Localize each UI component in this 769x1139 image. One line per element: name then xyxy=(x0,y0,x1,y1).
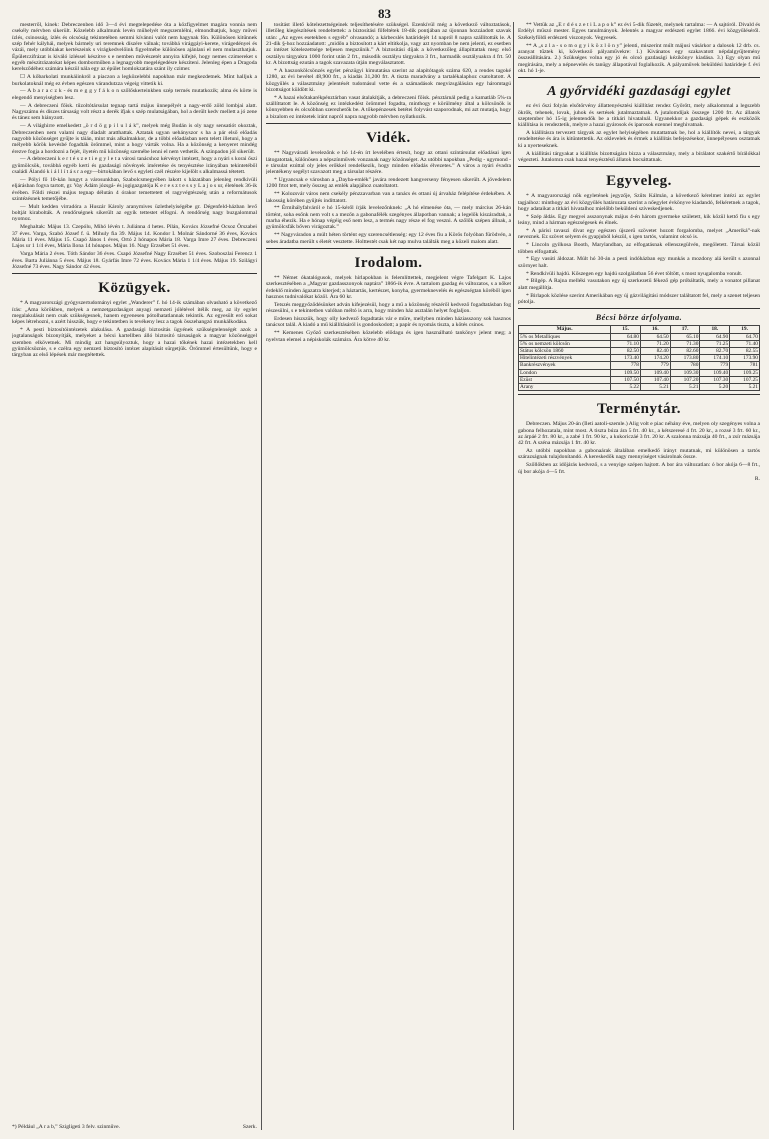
table-cell: 779 xyxy=(700,362,730,369)
article-paragraph: — Pólyi fő 10-kán lungyt a városunkban, Szabolcsmegyében lakott s házatában jelenleg rendkívüli eljárásban fogva tartott, gr. Vay Ádám józsgá- és jogigazgatója K e r e s z t e s s y L a j o s ur, életének 36-ik évében. Földi részei május tegnap délután 4 órakor temettetett el ragyvégtészség után a reformátusok szintézésnek temetőjébe. xyxy=(12,176,257,202)
table-cell: 109.40 xyxy=(640,369,670,376)
column-rule-right xyxy=(513,22,514,1130)
article-paragraph: Tetszés meggyőződésünket adván kifejezésül, hogy a mű a közönség részéről kedvező fogadtatásban fog részesülni, s e tekintetben valóban méltó is arra, hogy minden ház asztalán helyet foglaljon. xyxy=(266,301,511,315)
table-cell: 107.50 xyxy=(611,376,641,383)
footnote xyxy=(12,1124,257,1130)
page-number: 83 xyxy=(378,6,391,21)
article-paragraph: mesterről, kinek: Debreczenben idő 3—4 évi megtelepedése óta a közfigyelmet magára vonnia nem csekély mérvben sikerült. Közelebb alkalmunk levén műhelyét megszemlélni, elmondhatjuk, hogy művei ízlés, csinosság, ízlés és olcsóság tekintetében semmi kívánni valót nem hagynak fön. Különösen kitűnnek szép fehér kályhái, melyek bármely uri teremnek díszére válnak; továbbá virággáyi-kerete, virágedényei és vázái, mely utóbbiakat kertészeink s virágkedvelőink figyelmébe különösen ajánlani el nem mulaszthatjuk. Épületczifrázat is kiváló izléssel készítve s e nemben művészetét annyira kifejté, hogy nemes czimereket s egyéb mészitrázatokat képes domborműben a legnagyobb megelégedésre készíteni. Jelenleg épen a Dragoda kerelsződéhez számára készül nála egy az épület homlokzatára szánt ily czimer. xyxy=(12,22,257,73)
table-cell: 107.40 xyxy=(640,376,670,383)
article-paragraph: Debreczen. Május 20-án (Ileti aatoli-szemle.) Alig volt e piac néhány éve, melyen oly szegényes volna a gabona felhozatala, mint most. A tiszta búza ára 5 frt. 40 kr., a kétszeresé 4 frt. 20 kr., a rozsé 3 frt. 60 kr., az árpáé 2 frt. 80 kr., a zabé 1 frt. 90 kr., a kukoriczáé 3 frt. 20 kr. A szalonna mázsája 40 frt., a zsír mázsája 42 frt. A széna mázsája 1 frt. 40 kr. xyxy=(518,421,760,447)
table-cell: 5.21 xyxy=(670,383,700,390)
table-cell: 173.40 xyxy=(611,355,641,362)
section-divider xyxy=(518,394,760,395)
table-cell: 82.50 xyxy=(611,347,641,354)
section-divider xyxy=(266,248,511,249)
table-cell: 82.70 xyxy=(700,347,730,354)
table-row xyxy=(519,355,760,362)
article-paragraph: Az utóbbi napokban a gabonaárak általában emelkedő irányt mutatnak, mi különösen a tartós szárazságnak tulajdonítandó. A kereskedők nagy mennyiséget vásárolnak össze. xyxy=(518,448,760,461)
table-cell: 109.30 xyxy=(670,369,700,376)
table-cell: 5.20 xyxy=(700,383,730,390)
article-paragraph: ** Kolozsvár város nem csekély pénzzavarban van a tanács és ottani új árvaház felépítése érdekében. A lakosság körében gyűjtés indíttatott. xyxy=(266,191,511,204)
exchange-table-title: Bécsi börze árfolyama. xyxy=(595,313,683,323)
article-paragraph: * Bilgép. A Rajna melléki vasutakon egy új szerkezetű fékező gép próbáltatik, mely a vonatot pillanat alatt megállítja. xyxy=(518,278,760,291)
table-cell: 71.30 xyxy=(670,340,700,347)
exchange-rate-rows xyxy=(519,333,760,391)
table-cell: 109.40 xyxy=(700,369,730,376)
table-row-label: 5% os Metalliques xyxy=(519,333,611,340)
table-cell: 71.25 xyxy=(700,340,730,347)
article-paragraph: A kiállításra tervezett tárgyak az egylet helyiségében mutattatnak be, hol a kiállítók nevei, a tárgyak rendeltetése és ára is kitüntettetik. Az oklevelek és érmek a kiállítás befejezésekor, ünnepélyesen osztatnak ki a nyerteseknek. xyxy=(518,130,760,149)
table-cell: 82.55 xyxy=(730,347,760,354)
section-heading-irodalom: Irodalom. xyxy=(354,254,423,271)
table-cell: 71.40 xyxy=(730,340,760,347)
table-cell: 109.25 xyxy=(730,369,760,376)
article-paragraph: — A debreczeni főisk. tűzoltótársulat tegnap tartá május ünnepélyét a nagy-erdő zöld lombjai alatt. Nagyszámu és díszes társaság volt részt a derék ifjak s szép mulatságában, hol a derült kedv mellett a jó zene és tánez sem hiányzott. xyxy=(12,102,257,122)
article-paragraph: — A debreczeni k e r t é s z e t i e g y l e t a városi tanácshoz kérvényt intézett, hogy a nyári s korai őszi gyümölcsök, továbbá egyéb kerti és gazdasági növények iméretése és tenyésztése irányában tekintetéből családi Álandó k i á l l í t á s r a egy—birtokában levő s egyleti czél részére kijelölt s alkalmassá tétetett. xyxy=(12,156,257,176)
section-divider xyxy=(266,123,511,124)
article-paragraph: * Szép áldás. Egy megyei asszonynak május 4-én három gyermeke született, kik közül kettő fiu s egy leány, mind a hárman egészségesek és élnek. xyxy=(518,213,760,227)
table-header-cell: Május. xyxy=(519,326,611,333)
article-paragraph: A kiállítási tárgyakat a kiállítás bizottságára bizza a választmány, mely a bírálatot szakértő bírálókkal végezteti. Jutalomra csak hazai tenyésztésű állatok bocsáttatnak. xyxy=(518,150,760,163)
footnote-text: *) Például „A r a b,” Szigligeti 3 felv. szinműve. xyxy=(12,1124,121,1130)
article-paragraph: ez évi őszi folyán elsőtörvény állattenyésztési kiállítást rendez Győrött, mely alkalommal a legszebb ökrök, tehenek, lovak, juhok és sertések jutalmaztatnak. A jutalomdíjak összege 1200 frt. Az állatok szeptember hó 15-ig jelentendők be a titkári hivatalnál. Ugyanekkor a gazdasági gépek és eszközök kiállítása is rendeztetik, melyre a hazai gyárosok és iparosok ezennel meghivatnak. xyxy=(518,103,760,129)
article-paragraph: ** Német ókatalógusok, melyek hírlapokban is felemlíttettek, megjelent végre Tafelgart K. Lajos szerkesztésében a „Magyar gazdasszonyok naptára” 1866-ik évre. A tartalom gazdag és változatos, s a nőket érdeklő minden ágazatra kiterjed; a háztartás, kertészet, konyha, gyermeknevelés és egészségtan köréből igen hasznos tudnivalókat közöl. Ára 60 kr. xyxy=(266,274,511,300)
article-paragraph: — A b a r a c z k - és m e g g y f á k o n szőlőskerteinkben szép termés mutatkozik; alma és körte is elegendő menyiségben lesz. xyxy=(12,88,257,101)
table-row xyxy=(519,383,760,390)
article-paragraph: ** Kemenes Győző szerkesztésében közelebb elődagu és igen használható tankönyv jelent meg; a nyelvtan elemei a népiskolák számára. Ára kötve 40 kr. xyxy=(266,330,511,343)
article-paragraph: ** A „s z l a - s o m o g y i k ö z l ö n y” jelenti, miszerint múlt májusi vásárkor a dalosok 12 drb. cs. aranyat tűztek ki, következő pályaművekre: 1.) Kivánatos egy szakavatott népdalgyűjtemény összeállítására. 2.) Szükséges volna egy jó és olcsó gazdasági kézikönyv kiadása. 3.) Egy olyan mű megírására, mely a népnevelés és tanügy állapotával foglalkozik. A pályaművek beküldési határideje f. évi okt. hó 1-je. xyxy=(518,42,760,74)
section-heading-termenytar: Terménytár. xyxy=(597,401,681,418)
article-paragraph: * Egy vasúti áldozat. Múlt hó 30-án a pesti indóházban egy munkás a mozdony alá került s azonnal szörnyet halt. xyxy=(518,256,760,269)
article-paragraph: ** Érmihályfalváról e hó 15-kéről írják levelezőnknek: „A hó elmenése óta, — mely március 26-kán történt, soha esőnk nem volt s a mezőn a gabonafélék szegényes állapotban vannak; a legelők kiszáradtak, a marha éhezik. Ha e hónap végéig eső nem lesz, a termés nagy része el fog veszni. A szőlők szépen állnak, a gyümölcsfák bőven virágoztak.” xyxy=(266,205,511,231)
article-paragraph: ** Nagyváradi levelezőnk e hó 14-én írt levelében értesít, hogy az ottani színtársulat előadásai igen látogatottak, különösen a népszínművek vonzanak nagy közönséget. Az utóbbi napokban „Pedig - ugymond - e társulat ezúttal oly jeles erőkkel rendelkezik, hogy minden előadás élvezetes.” A város a nyári évadra jelentékeny segélyt szavazott meg a társulat részére. xyxy=(266,150,511,176)
section-heading-kozugyek: Közügyek. xyxy=(98,280,171,297)
article-paragraph: ** Nagyváradon a múlt héten történt egy szerencsétlenség: egy 12 éves fiu a Körös folyóban fürödvén, a sebes áradatba merült s életét vesztette. Holttestét csak két nap mulva találták meg a közeli malom alatt. xyxy=(266,232,511,245)
column-middle xyxy=(266,22,511,1130)
table-row-label: London xyxy=(519,369,611,376)
section-divider xyxy=(12,273,257,274)
article-paragraph: * A pesti biztosítóintézetek alakulása. A gazdasági biztosítás ügyének szükségtelenségét azok a jogtalanságok bizonyítják, melyeket a bécsi kartellben álló biztosító társaságok a magyar közönséggel szemben elkövetnek. Mi mindig azt hangsúlyoztuk, hogy a hazai tőkének hazai intézetekben kell gyümölcsöznie, s e czélra egy nemzeti biztosító intézet alapítását sürgetjük. Örömmel értesültünk, hogy e tárgyban az első lépések már megtétettek. xyxy=(12,327,257,359)
table-cell: 173.90 xyxy=(730,355,760,362)
table-row xyxy=(519,340,760,347)
article-paragraph: Szőllőkben az időjárás kedvező, s a venyige szépen hajtott. A bor ára változatlan: ó bor akója 6—8 frt., új bor akója 4—5 frt. xyxy=(518,462,760,475)
table-cell: 779 xyxy=(640,362,670,369)
table-row-label: Hitelintézeti részvények xyxy=(519,355,611,362)
table-cell: 109.50 xyxy=(611,369,641,376)
article-paragraph: ** Vettük az „E r d é s z e t i L a p o k” ez évi 5-dik füzetét, melynek tartalma: — A sajtóról. Divald és Erdélyi műszó mester. Egyes tanulmányok. Jelentés a magyar erdészeti egylet 1866. évi közgyűléséről. Székelyföldi erdészeti viszonyok. Vegyesek. xyxy=(518,22,760,41)
table-cell: 107.30 xyxy=(700,376,730,383)
table-cell: 65.10 xyxy=(670,333,700,340)
article-paragraph: * A magyarországi nők egyletének jegyzője, Szűts Kálmán, a következő kérelmet intézi az egylet tagjaihoz: minthogy az évi közgyűlés határozata szerint a nőegylet évkönyve kiadandó, felkéretnek a tagok, hogy adataikat a titkári hivatalhoz mielőbb beküldeni szíveskedjenek. xyxy=(518,193,760,213)
table-row-label: 5% os nemzeti kölcsön xyxy=(519,340,611,347)
table-cell: 778 xyxy=(611,362,641,369)
table-header-cell: 18. xyxy=(700,326,730,333)
table-cell: 107.20 xyxy=(670,376,700,383)
article-paragraph: * Ugyancsak e városban a „Dayba-emlék” javára rendezett hangverseny fényesen sikerült. A jövedelem 1200 frtot tett, mely összeg az emlék alapjához csatoltatott. xyxy=(266,177,511,190)
article-paragraph: — A világhirre emelkedett „ö r d ö g p i l u l á k”, melyek még Budán is oly nagy sensatiót okoztak, Debreczenben nem valami nagy diadalt aratthattak. Aztatak ugyan uehányszor s ha a pár első előadás nagyobb közönséget gyűjte is táián, mint más alkalmakkor, de a többi előadásban nem telett illetuni, hogy a mélyebb körök kevésbé fogadták örömmel, mint a hogy várták volna. Ha a közönség a kenyeret mindég érezve fogja a hordozni a fejét, ilyetén mű közönség szemébe lenni el nem vethetik. A szinpadon jól sikerült. xyxy=(12,123,257,155)
article-signature: R. xyxy=(754,476,760,483)
article-paragraph: * A párisi tavaszi divat egy egészen újszerű szövetet hozott forgalomba, melyet „Ameriká”-nak neveznek. Ez szövet selyem és gyapjuból készül, s igen tartós, valamint olcsó is. xyxy=(518,228,760,241)
table-cell: 64.90 xyxy=(700,333,730,340)
section-divider xyxy=(518,77,760,78)
article-paragraph: * Birlapok közlése szerint Amerikában egy új gázvilágítási módszer találtatott fel, mely a szenet teljesen pótolja. xyxy=(518,292,760,305)
article-paragraph: * Lincoln gyilkosa Booth, Marylandban, az elfogatásnak ellenszegülvén, megöletett. Társai közül többen elfogattak. xyxy=(518,242,760,255)
article-paragraph: ☐ A kőbarkolati munkáiinkról a piaczon a legközelebbi napokban már megkezdetnek. Mint halljuk a burkolatoknál még ez évben egészen várandutzza végeig vittetik ki. xyxy=(12,74,257,87)
article-paragraph: tosítást illető kötelezettségeinek teljesíthetésére szükségel. Ezenkívül még a következő változtatások, illetőleg kiegészítések rendeltettek: a biztosítási főfeltétek 18-dik pontjában az újonnan hozzáadott szavak után: „Az egyes esetekben s egyéb” olvasandó; a kárbecslés határidejét 14 napról 8 napra szállították le. A 21-dik §-hoz hozzáadatott: „midőn a biztosított a kárt eltitkolja, vagy azt nyomban be nem jelenti, ez esetben az intézet kötelezettsége teljesen megszűnik.” A biztosítási díjak a következőleg állapíttattak meg: első osztályu tárgyakra 1000 forint után 2 frt., második osztályu tárgyakra 3 frt., harmadik osztályuakra 4 frt. 50 kr. A bizottság ezután a tagok szavazata útján megválasztatott. xyxy=(266,22,511,67)
table-cell: 82.40 xyxy=(640,347,670,354)
article-paragraph: Erdesen hiszszük, hogy olly kedvező fogadtatás vár e műre, mellyben minden háziasszony sok hasznos tanácsot talál. A kiadó a mű kiállításáról is gondoskodott; a papír és nyomás tiszta, a kötés csinos. xyxy=(266,316,511,329)
table-cell: 64.70 xyxy=(730,333,760,340)
section-divider xyxy=(518,308,760,309)
table-cell: 780 xyxy=(670,362,700,369)
table-cell: 174.10 xyxy=(700,355,730,362)
table-row xyxy=(519,369,760,376)
article-paragraph: — Mult kedden virradóra a Huszár Károly aranymives üzlethelyiségébe gr. Dégenfeld-házban levő boltját kirabolták. A rendőrségnek sikerült az egyik tettestet elfogni. A rendőrség nagy buzgalommal nyomoz. xyxy=(12,203,257,223)
table-row xyxy=(519,333,760,340)
table-header-row xyxy=(519,326,760,333)
table-cell: 174.20 xyxy=(640,355,670,362)
table-cell: 5.21 xyxy=(640,383,670,390)
column-right xyxy=(518,22,760,1130)
table-row xyxy=(519,347,760,354)
article-paragraph: * Rendkívüli hajdú. Kőszegen egy hajdú szolgálatban 56 évet töltött, s most nyugalomba vonult. xyxy=(526,270,743,277)
table-cell: 82.60 xyxy=(670,347,700,354)
table-cell: 71.10 xyxy=(611,340,641,347)
table-cell: 5.22 xyxy=(611,383,641,390)
table-header-cell: 15. xyxy=(611,326,641,333)
death-notices: Meghaltak: Május 13. Czepólu, Mihó lévén t. Juliánna 4 hetes. Pilán, Kovács Józsefné Ocsoz Örszabei 37 éves. Varga, Szabó József f. ü. Mihuly fia 39. Május 14. Kondor I. Molnár Sándorné 36 éves, Kovács Mária 11 éves. Május 15. Csapó János 1 éves, Ortó 2 hónapos Mária 18. Varga Imre 27 éves. Debreczeni Lajos ur 1 1/4 éves, Mária Ilona 14 hónapos. Május 16. Nagy Erzsébet 51 éves. xyxy=(12,224,257,250)
column-left xyxy=(12,22,257,1130)
table-header-cell: 19. xyxy=(730,326,760,333)
table-cell: 64.50 xyxy=(640,333,670,340)
table-cell: 107.25 xyxy=(730,376,760,383)
column-rule-left xyxy=(261,22,262,1130)
exchange-rate-table xyxy=(518,325,760,391)
article-paragraph: * A haszonkölcsönzés egylet pénzügyi kimutatása szerint az alapítótagok száma 620, a rendes tagoké 1280, az évi bevétel 48,900 frt., a kiadás 31,200 frt. A tiszta maradvány a tartalékalaphoz csatoltatott. A közgyűlés a választmány jelentését tudomásul vette és a számadások megvizsgálására egy háromtagú bizottságot küldött ki. xyxy=(266,67,511,93)
section-heading-gazdasagi-egylet: A győrvidéki gazdasági egylet xyxy=(547,84,731,100)
section-heading-videk: Vidék. xyxy=(366,130,411,147)
table-row xyxy=(519,362,760,369)
table-header-cell: 16. xyxy=(640,326,670,333)
table-cell: 781 xyxy=(730,362,760,369)
table-cell: 173.80 xyxy=(670,355,700,362)
death-notices: Varga Mária 2 éves. Tóth Sándor 36 éves. Csapó Józsefné Nagy Erzsébet 51 éves. Szoboszlai Ferencz 1 éves. Barta Juliánna 5 éves. Május 18. Gyárfás Imre 72 éves. Kovács Mária 1 1/4 éves. Május 19. Szilágyi Józsefné 73 éves. Nagy Sándor 42 éves. xyxy=(12,251,257,270)
section-heading-egyveleg: Egyveleg. xyxy=(606,173,672,190)
section-divider xyxy=(518,166,760,167)
table-header-cell: 17. xyxy=(670,326,700,333)
table-row-label: Bankrészvények xyxy=(519,362,611,369)
table-row-label: Státus kölcsön 1860 xyxy=(519,347,611,354)
table-cell: 64.80 xyxy=(611,333,641,340)
article-paragraph: * A magyarországi gyógyszertudományi egylet „Wanderer” f. hó 14-ik számában olvasható a következő írás: „Ama körökben, melyek a nemzetgazdaságot anyagi nemzeti jólétével ítélik meg, az ily egylet megalakulását nem csak szükségesnek, hanem egyenesen pótolhatatlannak tekintik. Az egyesült erő sokat képes létrehozni, s azért hisszük, hogy e tekintetben is tevékeny lesz a tagok összehangzó munkálkodása. xyxy=(12,300,257,326)
footnote-signature: Szerk. xyxy=(242,1124,257,1130)
table-row-label: Arany xyxy=(519,383,611,390)
article-paragraph: * A hazai elsőtakarékpénztárban vasat átalakítják, a debreczeni főisk. pénztárnál pedig a kamatláb 5%-ra szállíttatott le. A közönség ez intézkedést örömmel fogadta, minthogy e körülmény által a kölcsönök is könnyebben és olcsóbban szerezhetők be. A tőkepénzesek betétei folyvást szaporodnak, mi azt mutatja, hogy a bizalom ez intézetek iránt napról napra nagyobb mérvben nyilatkozik. xyxy=(266,94,511,120)
table-cell: 71.20 xyxy=(640,340,670,347)
table-row xyxy=(519,376,760,383)
table-row-label: Ezüst xyxy=(519,376,611,383)
table-cell: 5.21 xyxy=(730,383,760,390)
